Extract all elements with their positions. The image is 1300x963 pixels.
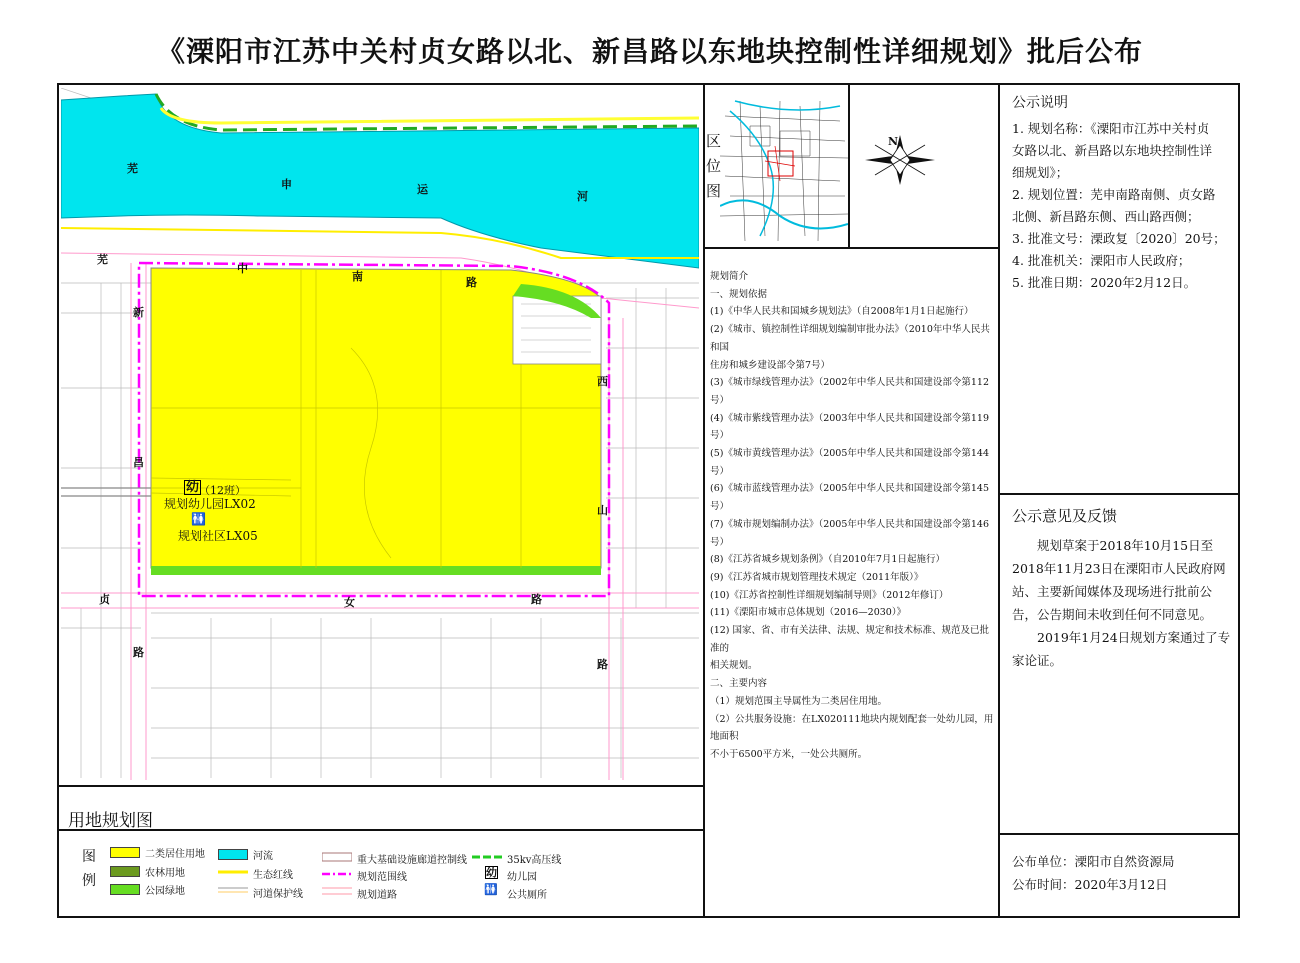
map-label: 女 (344, 596, 355, 609)
intro-content: （2）公共服务设施：在LX020111地块内规划配套一处幼儿园，用地面积 (710, 713, 994, 743)
legend-text: 二类居住用地 (145, 849, 205, 860)
location-map (720, 96, 848, 246)
location-map-label: 位 (706, 157, 722, 175)
kindergarten-classes: （12班） (199, 484, 246, 497)
legend-toilet-icon: 🚻 (484, 883, 498, 896)
divider-location (848, 83, 850, 248)
intro-item: 住房和城乡建设部令第7号） (710, 359, 831, 371)
legend-swatch-park (110, 884, 140, 895)
notice-line: 北侧、新昌路东侧、西山路西侧； (1012, 209, 1200, 224)
intro-item: (4)《城市紫线管理办法》（2003年中华人民共和国建设部令第119号） (710, 412, 990, 442)
page-title: 《溧阳市江苏中关村贞女路以北、新昌路以东地块控制性详细规划》批后公布 (156, 35, 1143, 68)
svg-text:N: N (888, 135, 899, 148)
feedback-paragraph: 规划草案于2018年10月15日至2018年11月23日在溧阳市人民政府网站、主要新闻媒体及现场进行批前公告，公告期间未收到任何不同意见。 (1012, 538, 1226, 622)
north-arrow-icon (860, 125, 940, 195)
kindergarten-icon: 幼 (186, 480, 200, 495)
intro-item: (11)《溧阳市城市总体规划（2016—2030）》 (710, 607, 907, 619)
publisher-time: 公布时间：2020年3月12日 (1012, 877, 1168, 892)
legend-text: 生态红线 (253, 870, 293, 881)
notice-line: 4. 批准机关：溧阳市人民政府； (1012, 253, 1191, 268)
map-label: 贞 (99, 593, 110, 606)
divider-intro-top (703, 247, 998, 249)
map-label: 中 (237, 262, 248, 275)
legend-kinder-icon: 幼 (486, 866, 497, 879)
divider-map-right (703, 83, 705, 918)
location-map-svg (720, 96, 848, 246)
legend-text: 35kv高压线 (507, 855, 562, 866)
intro-item: (5)《城市黄线管理办法》（2005年中华人民共和国建设部令第144号） (710, 448, 990, 477)
intro-title: 规划简介 (710, 271, 749, 282)
land-use-map (61, 88, 699, 780)
legend-text: 公园绿地 (145, 886, 185, 897)
notice-line: 2. 规划位置：芜申南路南侧、贞女路 (1012, 187, 1216, 202)
eco-line (161, 108, 699, 123)
legend-line-eco (218, 866, 248, 878)
intro-item: (6)《城市蓝线管理办法》（2005年中华人民共和国建设部令第145号） (710, 483, 990, 513)
notice-line: 女路以北、新昌路以东地块控制性详 (1012, 143, 1213, 158)
legend-swatch-residential (110, 847, 140, 858)
map-label: 运 (417, 183, 428, 196)
legend-line-boundary (322, 868, 352, 880)
feedback-title: 公示意见及反馈 (1012, 507, 1118, 525)
notice-line: 3. 批准文号：溧政复〔2020〕20号； (1012, 231, 1226, 246)
feedback-panel (1012, 505, 1234, 672)
map-label: 路 (597, 658, 608, 671)
legend-swatch-river (218, 849, 248, 860)
planning-intro (710, 268, 995, 764)
notice-panel (1012, 92, 1234, 294)
publisher-panel (1012, 850, 1234, 896)
land-use-caption: 用地规划图 (68, 811, 153, 831)
publisher-unit: 公布单位：溧阳市自然资源局 (1012, 854, 1175, 869)
legend-text: 重大基础设施廊道控制线 (357, 855, 467, 866)
divider-map-bottom (57, 785, 703, 787)
map-label: 昌 (133, 456, 144, 469)
kindergarten-label: 规划幼儿园LX02 (164, 497, 256, 511)
legend-line-infra (322, 851, 352, 863)
legend-label: 图 (82, 849, 96, 865)
notice-line: 5. 批准日期：2020年2月12日。 (1012, 275, 1197, 290)
map-label: 河 (577, 190, 588, 203)
notice-line: 细规划》； (1012, 165, 1069, 180)
intro-section-basis: 一、规划依据 (710, 288, 768, 300)
legend-swatch-farmland (110, 866, 140, 877)
legend-text: 幼儿园 (507, 872, 537, 883)
legend-text: 规划范围线 (357, 872, 407, 883)
divider-feedback-top (998, 493, 1240, 495)
green-strip (151, 566, 601, 575)
map-label: 路 (133, 646, 144, 659)
intro-item: (10)《江苏省控制性详细规划编制导则》（2012年修订） (710, 589, 949, 601)
feedback-paragraph: 2019年1月24日规划方案通过了专家论证。 (1012, 630, 1231, 668)
map-label: 山 (597, 504, 608, 517)
legend-line-road (322, 885, 352, 897)
intro-section-content: 二、主要内容 (710, 678, 768, 690)
notice-line: 1. 规划名称：《溧阳市江苏中关村贞 (1012, 121, 1210, 136)
divider-publisher-top (998, 833, 1240, 835)
map-label: 路 (466, 276, 477, 289)
intro-content: （1）规划范围主导属性为二类居住用地。 (710, 695, 888, 707)
notice-title: 公示说明 (1012, 95, 1068, 111)
legend-line-power (472, 851, 502, 863)
location-map-label: 图 (706, 182, 722, 200)
road-edge-west (131, 263, 146, 780)
legend-text: 河道保护线 (253, 889, 303, 900)
intro-item: 相关规划。 (710, 660, 758, 672)
intro-item: (2)《城市、镇控制性详细规划编制审批办法》（2010年中华人民共和国 (710, 324, 990, 353)
intro-item: (9)《江苏省城市规划管理技术规定（2011年版）》 (710, 571, 924, 583)
intro-item: (1)《中华人民共和国城乡规划法》（自2008年1月1日起施行） (710, 306, 974, 318)
divider-legend-top (57, 829, 703, 831)
legend-line-river-protect (218, 884, 248, 896)
intro-item: (3)《城市绿线管理办法》（2002年中华人民共和国建设部令第112号） (710, 377, 990, 406)
legend-text: 农林用地 (145, 868, 185, 879)
intro-item: (8)《江苏省城乡规划条例》（自2010年7月1日起施行） (710, 554, 945, 566)
map-label: 路 (531, 593, 542, 606)
legend-text: 公共厕所 (507, 890, 547, 901)
legend-label: 例 (82, 873, 96, 889)
power-line (156, 94, 699, 130)
legend-text: 规划道路 (357, 890, 397, 901)
map-label: 芜 (97, 253, 108, 266)
intro-item: (12) 国家、省、市有关法律、法规、规定和技术标准、规范及已批准的 (710, 625, 990, 654)
location-map-label: 区 (706, 132, 722, 150)
community-label: 规划社区LX05 (178, 529, 258, 543)
map-label: 申 (281, 178, 292, 191)
legend-text: 河流 (253, 851, 273, 862)
intro-content: 不小于6500平方米，一处公共厕所。 (710, 748, 868, 760)
toilet-icon: 🚻 (191, 512, 206, 526)
map-label: 西 (597, 375, 608, 388)
intro-item: (7)《城市规划编制办法》（2005年中华人民共和国建设部令第146号） (710, 518, 990, 548)
divider-notice (998, 83, 1000, 918)
map-label: 新 (133, 306, 144, 319)
map-label: 芜 (127, 162, 138, 175)
land-use-map-svg (61, 88, 699, 780)
map-label: 南 (352, 270, 363, 283)
